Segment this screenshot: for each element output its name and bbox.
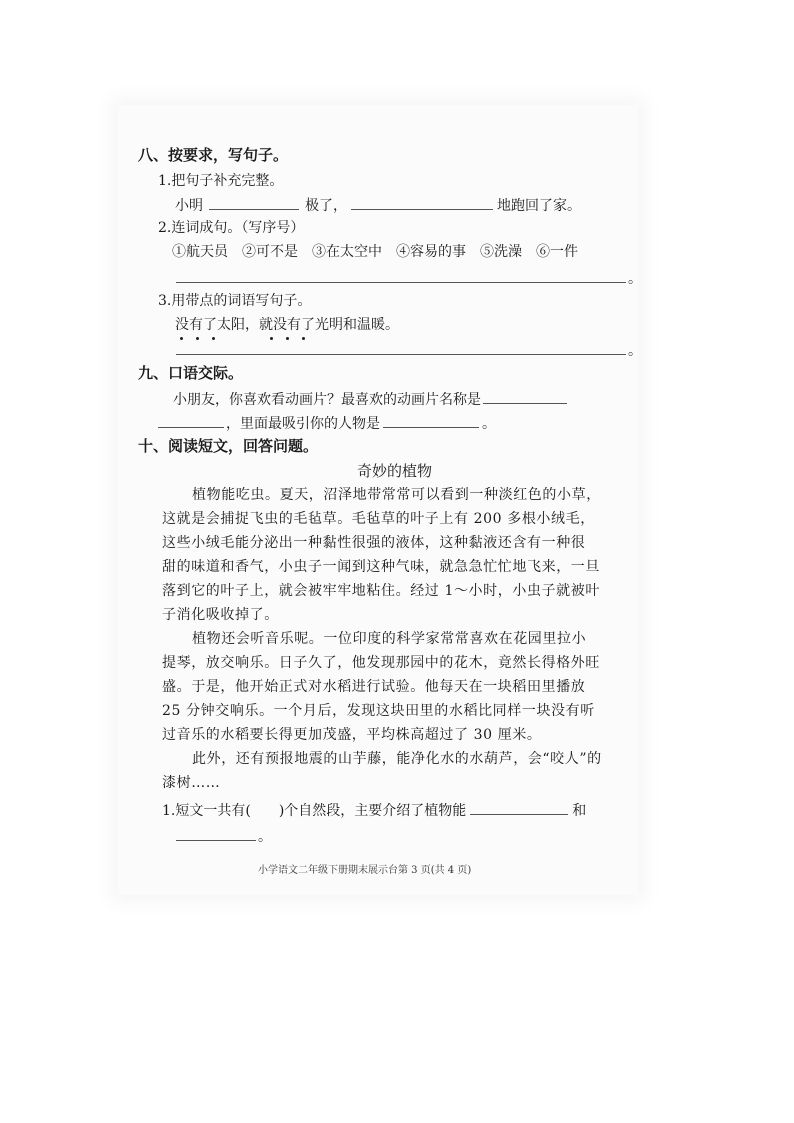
- q1-blank-1[interactable]: [209, 195, 299, 210]
- passage-line: 这些小绒毛能分泌出一种黏性很强的液体，这种黏液还含有一种很: [162, 535, 586, 551]
- q1-part2: 极了，: [305, 198, 347, 214]
- passage-line: 植物还会听音乐呢。一位印度的科学家常常喜欢在花园里拉小: [192, 631, 587, 647]
- section9-prompt-2: ，里面最吸引你的人物是: [226, 416, 380, 432]
- q3-label: 3.用带点的词语写句子。: [158, 293, 312, 309]
- section10-q1-part1: 1.短文一共有(: [162, 803, 251, 819]
- passage-line: 漆树……: [162, 775, 221, 791]
- emphasis-dot: [196, 337, 199, 340]
- character-blank[interactable]: [383, 413, 479, 428]
- q2-answer-line[interactable]: [176, 282, 626, 283]
- q2-label: 2.连词成句。（写序号）: [158, 220, 305, 236]
- section10-q1-part3: 和: [572, 803, 587, 819]
- q3-sentence: 没有了太阳，就没有了光明和温暖。: [175, 317, 399, 333]
- emphasis-dot: [302, 337, 305, 340]
- passage-line: 落到它的叶子上，就会被牢牢地粘住。经过 1～小时，小虫子就被叶: [162, 583, 600, 599]
- passage-line: 此外，还有预报地震的山芋藤，能净化水的水葫芦，会“咬人”的: [192, 751, 602, 767]
- q2-option-1: ①航天员: [172, 244, 228, 260]
- passage-line: 这就是会捕捉飞虫的毛毡草。毛毡草的叶子上有 200 多根小绒毛，: [162, 511, 595, 527]
- section8-heading: 八、按要求，写句子。: [138, 146, 289, 164]
- section10-q1: [162, 800, 586, 820]
- ability-blank-2[interactable]: [176, 826, 256, 841]
- q1-part3: 地跑回了家。: [497, 198, 581, 214]
- q2-option-6: ⑥一件: [536, 244, 578, 260]
- passage-line: 植物能吃虫。夏天，沼泽地带常常可以看到一种淡红色的小草，: [192, 487, 601, 503]
- q3-end-mark: 。: [628, 343, 642, 359]
- emphasis-dot: [270, 337, 273, 340]
- passage-line: 盛。于是，他开始正式对水稻进行试验。他每天在一块稻田里播放: [162, 679, 586, 695]
- q1-part1: 小明: [175, 198, 203, 214]
- q2-options: [172, 243, 592, 261]
- section9-heading: 九、口语交际。: [138, 364, 244, 382]
- passage-title: 奇妙的植物: [357, 462, 433, 480]
- passage-line: 甜的味道和香气，小虫子一闻到这种气味，就急急忙忙地飞来，一旦: [162, 559, 600, 575]
- page-footer: 小学语文二年级下册期末展示台第 3 页(共 4 页): [258, 865, 472, 876]
- q1-sentence: [175, 195, 581, 215]
- section9-prompt-1: 小朋友，你喜欢看动画片？最喜欢的动画片名称是: [173, 392, 481, 408]
- section9-line2: [158, 413, 496, 433]
- cartoon-name-blank-cont[interactable]: [158, 413, 224, 428]
- emphasis-dot: [180, 337, 183, 340]
- section10-heading: 十、阅读短文，回答问题。: [138, 437, 319, 455]
- section10-q1-line2: [176, 826, 272, 846]
- q1-label: 1.把句子补充完整。: [158, 173, 284, 189]
- section9-end-mark: 。: [482, 416, 496, 432]
- q2-option-4: ④容易的事: [396, 244, 466, 260]
- passage-line: 25 分钟交响乐。一个月后，发现这块田里的水稻比同样一块没有听: [162, 703, 595, 719]
- q2-option-2: ②可不是: [242, 244, 298, 260]
- q2-option-5: ⑤洗澡: [480, 244, 522, 260]
- section9-line1: [173, 389, 567, 409]
- cartoon-name-blank[interactable]: [483, 389, 567, 404]
- section10-q1-part2: )个自然段，主要介绍了植物能: [278, 803, 467, 819]
- ability-blank-1[interactable]: [470, 800, 568, 815]
- emphasis-dot: [212, 337, 215, 340]
- q2-option-3: ③在太空中: [312, 244, 382, 260]
- q1-blank-2[interactable]: [351, 195, 493, 210]
- q2-end-mark: 。: [628, 271, 642, 287]
- passage-line: 子消化吸收掉了。: [162, 607, 279, 623]
- passage-line: 提琴，放交响乐。日子久了，他发现那园中的花木，竟然长得格外旺: [162, 655, 600, 671]
- section10-q1-end: 。: [258, 829, 272, 845]
- emphasis-dot: [286, 337, 289, 340]
- passage-line: 过音乐的水稻要长得更加茂盛，平均株高超过了 30 厘米。: [162, 727, 542, 743]
- q3-answer-line[interactable]: [176, 354, 626, 355]
